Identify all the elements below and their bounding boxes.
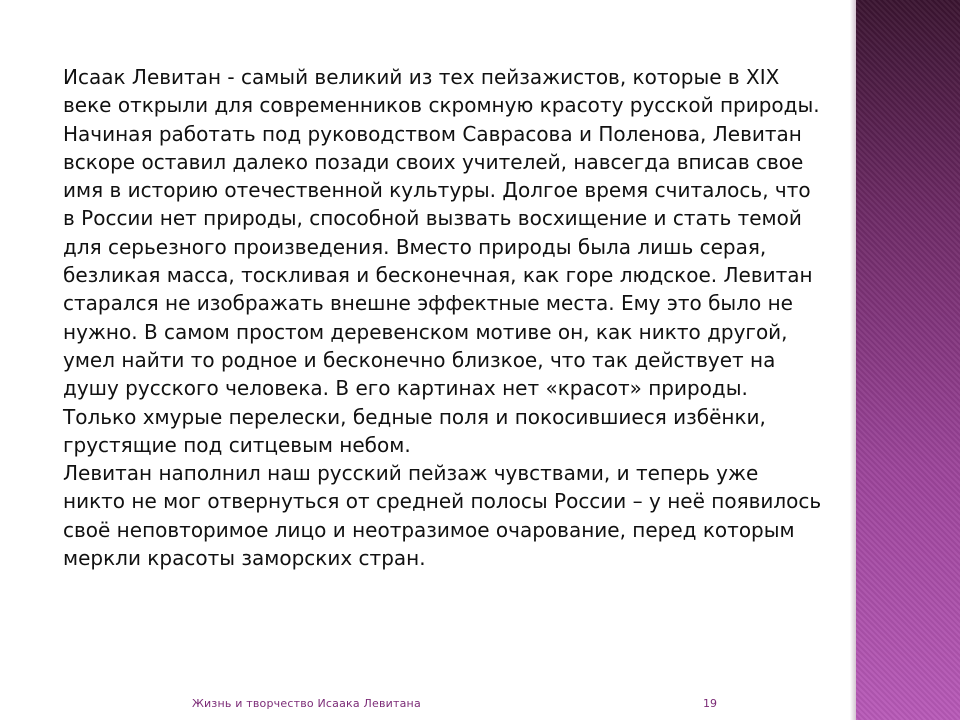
page-number: 19 [703, 697, 717, 710]
paragraph-1: Исаак Левитан - самый великий из тех пейзажистов, которые в XIX веке открыли для современников скромную красоту русской природы. Начиная работать под руководством Саврасова и Поленова, Левитан вскоре оставил далеко позади своих учителей, навсегда вписав свое имя в историю отечественной культуры. Долгое время считалось, что в России нет природы, способной вызвать восхищение и стать темой для серьезного произведения. Вместо природы была лишь серая, безликая масса, тоскливая и бесконечная, как горе людское. Левитан старался не изображать внешне эффектные места. Ему это было не нужно. В самом простом деревенском мотиве он, как никто другой, умел найти то родное и бесконечно близкое, что так действует на душу русского человека. В его картинах нет «красот» природы. Только хмурые перелески, бедные поля и покосившиеся избёнки, грустящие под ситцевым небом. [63, 65, 820, 457]
paragraph-2: Левитан наполнил наш русский пейзаж чувствами, и теперь уже никто не мог отвернуться от средней полосы России – у неё появилось своё неповторимое лицо и неотразимое очарование, перед которым меркли красоты заморских стран. [63, 461, 822, 571]
footer-title: Жизнь и творчество Исаака Левитана [192, 697, 421, 710]
decorative-side-panel [856, 0, 960, 720]
slide-body [63, 63, 823, 572]
